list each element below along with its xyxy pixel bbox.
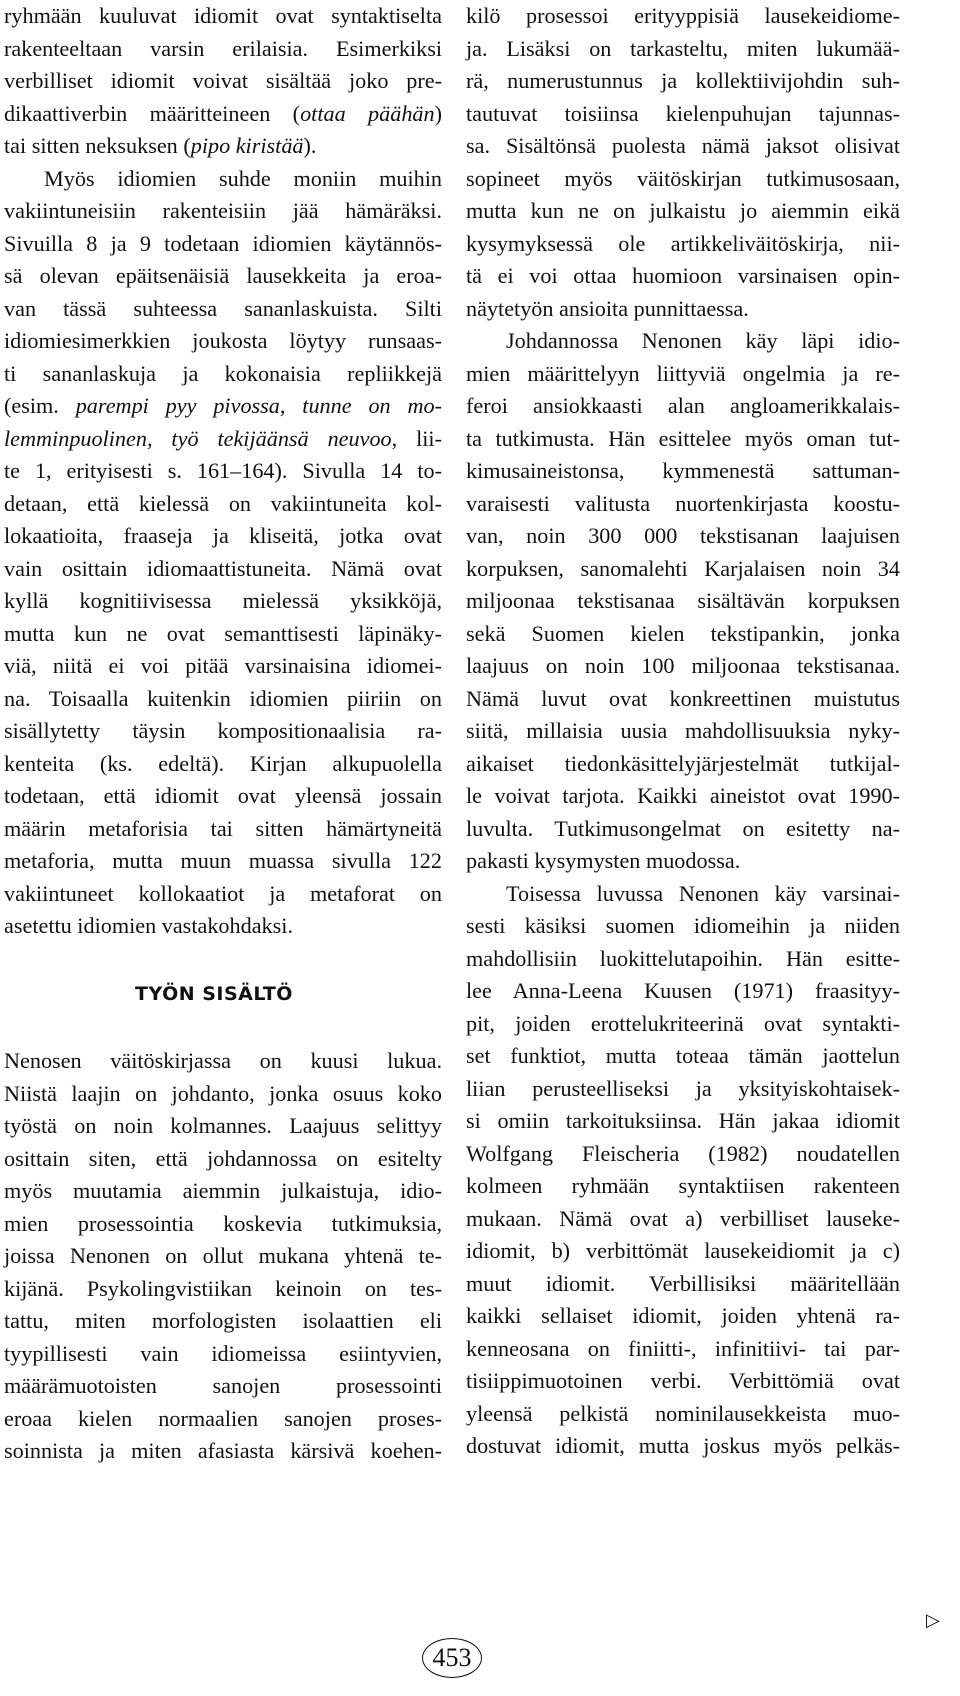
text-line: mien määrittelyyn liittyviä ongelmia ja re- [466, 360, 900, 386]
text-line: yleensä pelkistä nominilausekkeista muo- [466, 1400, 900, 1426]
text-line: soinnista ja miten afasiasta kärsivä koehen- [4, 1438, 442, 1463]
text-line: sisällytetty täysin kompositionaalisia ra- [4, 718, 442, 743]
spacer [4, 943, 442, 978]
text-line: määrämuotoisten sanojen prosessointi [4, 1373, 442, 1398]
text-line: aikaiset tiedonkäsittelyjärjestelmät tutkijal- [466, 750, 900, 776]
text-line: tattu, miten morfologisten isolaattien eli [4, 1308, 442, 1333]
text-line: te 1, erityisesti s. 161–164). Sivulla 14 to- [4, 458, 442, 483]
text-line: eroaa kielen normaalien sanojen proses- [4, 1405, 442, 1431]
text-line: sa. Sisältönsä puolesta nämä jaksot olisivat [466, 133, 900, 158]
italic-example: ottaa päähän [300, 100, 435, 126]
text-line: mutta kun ne on julkaistu jo aiemmin eikä [466, 198, 900, 223]
text-line: vakiintuneet kollokaatiot ja metaforat on [4, 880, 442, 906]
text-line: na. Toisaalla kuitenkin idiomien piiriin on [4, 685, 442, 711]
text-line: van, noin 300 000 tekstisanan laajuisen [466, 523, 900, 548]
text-line: set funktiot, mutta toteaa tämän jaottelun [466, 1043, 900, 1068]
text-line: mutta kun ne ovat semanttisesti läpinäky- [4, 620, 442, 646]
text-line: joissa Nenonen on ollut mukana yhtenä te- [4, 1243, 442, 1268]
text-line: kenteita (ks. edeltä). Kirjan alkupuolella [4, 750, 442, 776]
text-line: tautuvat toisiinsa kielenpuhujan tajunnas- [466, 100, 900, 126]
italic-example: parempi pyy pivossa, tunne on mo- [75, 393, 442, 418]
text-line: metaforia, mutta muun muassa sivulla 122 [4, 848, 442, 873]
text-line: Nenosen väitöskirjassa on kuusi lukua. [4, 1048, 442, 1073]
text-line: kysymyksessä ole artikkeliväitöskirja, nii- [466, 230, 900, 256]
text-line: Sivuilla 8 ja 9 todetaan idiomien käytännös- [4, 230, 442, 256]
text-line: muut idiomit. Verbillisiksi määritellään [466, 1270, 900, 1296]
text-line: kilö prosessoi erityyppisiä lausekeidiome- [466, 3, 900, 28]
text-line: osittain siten, että johdannossa on esitelty [4, 1145, 442, 1171]
text-line: Myös idiomien suhde moniin muihin [44, 165, 442, 191]
text-line: sekä Suomen kielen tekstipankin, jonka [466, 620, 900, 646]
text-line: viä, niitä ei voi pitää varsinaisina idiomei- [4, 653, 442, 678]
text-line: idiomiesimerkkien joukosta löytyy runsaas- [4, 328, 442, 353]
text-line: myös muutamia aiemmin julkaistuja, idio- [4, 1178, 442, 1203]
text-line: kijänä. Psykolingvistiikan keinoin on tes- [4, 1275, 442, 1301]
paragraph [4, 163, 442, 943]
text-line: dostuvat idiomit, mutta joskus myös pelkäs- [466, 1433, 900, 1458]
text-line: rä, numerustunnus ja kollektiivijohdin suh- [466, 68, 900, 93]
section-heading: TYÖN SISÄLTÖ [135, 982, 293, 1005]
text-line: sopineet myös väitöskirjan tutkimusosaan, [466, 165, 900, 191]
text-line [4, 390, 442, 423]
text-line: määrin metaforisia tai sitten hämärtyneitä [4, 815, 442, 841]
text-line: mukaan. Nämä ovat a) verbilliset lauseke- [466, 1205, 900, 1231]
text-line: mahdollisiin luokittelutapoihin. Hän esitte- [466, 945, 900, 971]
text-line: tisiippimuotoinen verbi. Verbittömiä ovat [466, 1368, 900, 1393]
text-line: luvulta. Tutkimusongelmat on esitetty na- [466, 815, 900, 841]
text-line: Johdannossa Nenonen käy läpi idio- [506, 328, 900, 353]
text-run: dikaattiverbin määritteineen ( [4, 100, 301, 126]
text-line: työstä on noin kolmannes. Laajuus selittyy [4, 1113, 442, 1138]
italic-example: lemminpuolinen, työ tekijäänsä neuvoo [4, 425, 392, 451]
paragraph [4, 1045, 442, 1468]
text-line: van tässä suhteessa sananlaskuista. Silti [4, 295, 442, 321]
paragraph [4, 0, 442, 163]
text-line: asetettu idiomien vastakohdaksi. [4, 913, 293, 938]
spacer [4, 1010, 442, 1045]
text-line: sä olevan epäitsenäisiä lausekkeita ja eroa- [4, 263, 442, 288]
text-line: ryhmään kuuluvat idiomit ovat syntaktiselta [4, 3, 442, 28]
text-line: mien prosessointia koskevia tutkimuksia, [4, 1210, 442, 1236]
text-line: le voivat tarjota. Kaikki aineistot ovat 1990- [466, 783, 900, 808]
text-line: kaikki sellaiset idiomit, joiden yhtenä ra- [466, 1303, 900, 1328]
text-line [4, 130, 442, 163]
text-line: sesti käsiksi suomen idiomeihin ja niiden [466, 913, 900, 938]
text-line: verbilliset idiomit voivat sisältää joko pre- [4, 68, 442, 93]
text-line: pit, joiden erottelukriteerinä ovat syntakti- [466, 1010, 900, 1036]
text-line: Wolfgang Fleischeria (1982) noudatellen [466, 1140, 900, 1166]
paragraph [466, 878, 900, 1463]
text-line: kolmeen ryhmään syntaktiisen rakenteen [466, 1173, 900, 1198]
text-line: kyllä kognitiivisessa mielessä yksikköjä, [4, 588, 442, 613]
italic-example: pipo kiristää [190, 133, 304, 158]
text-line: ja. Lisäksi on tarkasteltu, miten lukumää- [466, 35, 900, 61]
text-line: kimusaineistonsa, kymmenestä sattuman- [466, 458, 900, 483]
text-run: ). [303, 133, 317, 158]
text-line: idiomit, b) verbittömät lausekeidiomit ja c) [466, 1238, 900, 1263]
text-line: näytetyön ansioita punnittaessa. [466, 295, 749, 321]
left-column [4, 0, 442, 1468]
text-line: rakenteeltaan varsin erilaisia. Esimerkiksi [4, 35, 442, 61]
text-line: tä ei voi ottaa huomioon varsinaisen opin- [466, 263, 900, 288]
text-line: feroi ansiokkaasti alan angloamerikkalais- [466, 393, 900, 418]
text-line: Nämä luvut ovat konkreettinen muistutus [466, 685, 900, 711]
text-line: Niistä laajin on johdanto, jonka osuus koko [4, 1080, 442, 1106]
text-run: tai sitten neksuksen ( [4, 133, 191, 158]
text-line: lee Anna-Leena Kuusen (1971) fraasityy- [466, 978, 900, 1003]
text-line: lokaatioita, fraaseja ja kliseitä, jotka ovat [4, 523, 442, 548]
text-run: ) [434, 100, 442, 126]
text-line: korpuksen, sanomalehti Karjalaisen noin 34 [466, 555, 900, 581]
text-line: kenneosana on finiitti-, infinitiivi- tai par- [466, 1335, 900, 1361]
continuation-arrow-icon: ▷ [926, 1610, 940, 1631]
text-line: laajuus on noin 100 miljoonaa tekstisanaa. [466, 653, 900, 678]
text-line: vain osittain idiomaattistuneita. Nämä ovat [4, 555, 442, 581]
right-column [466, 0, 900, 1463]
text-line: si omiin tarkoituksiinsa. Hän jakaa idiomit [466, 1108, 900, 1133]
text-line: tyypillisesti vain idiomeissa esiintyvien, [4, 1340, 442, 1366]
text-line: detaan, että kielessä on vakiintuneita kol- [4, 490, 442, 516]
paragraph [466, 325, 900, 878]
text-line [4, 423, 442, 456]
text-line: todetaan, että idiomit ovat yleensä jossain [4, 783, 442, 808]
page-number: 453 [422, 1638, 482, 1678]
text-line: ta tutkimusta. Hän esittelee myös oman tut- [466, 425, 900, 451]
text-line [4, 98, 442, 131]
text-line: miljoonaa tekstisanaa sisältävän korpuksen [466, 588, 900, 613]
text-line: vakiintuneisiin rakenteisiin jää hämäräksi. [4, 198, 442, 223]
text-line: Toisessa luvussa Nenonen käy varsinai- [506, 880, 900, 906]
text-run: (esim. [4, 393, 76, 418]
text-line: pakasti kysymysten muodossa. [466, 848, 741, 873]
text-run: , lii- [391, 425, 442, 451]
text-line: siitä, millaisia uusia mahdollisuuksia nyky- [466, 718, 900, 743]
paragraph [466, 0, 900, 325]
text-line: ti sananlaskuja ja kokonaisia repliikkejä [4, 360, 442, 386]
text-line: varaisesti valitusta nuortenkirjasta koostu- [466, 490, 900, 516]
text-line: liian perusteelliseksi ja yksityiskohtaisek- [466, 1075, 900, 1101]
